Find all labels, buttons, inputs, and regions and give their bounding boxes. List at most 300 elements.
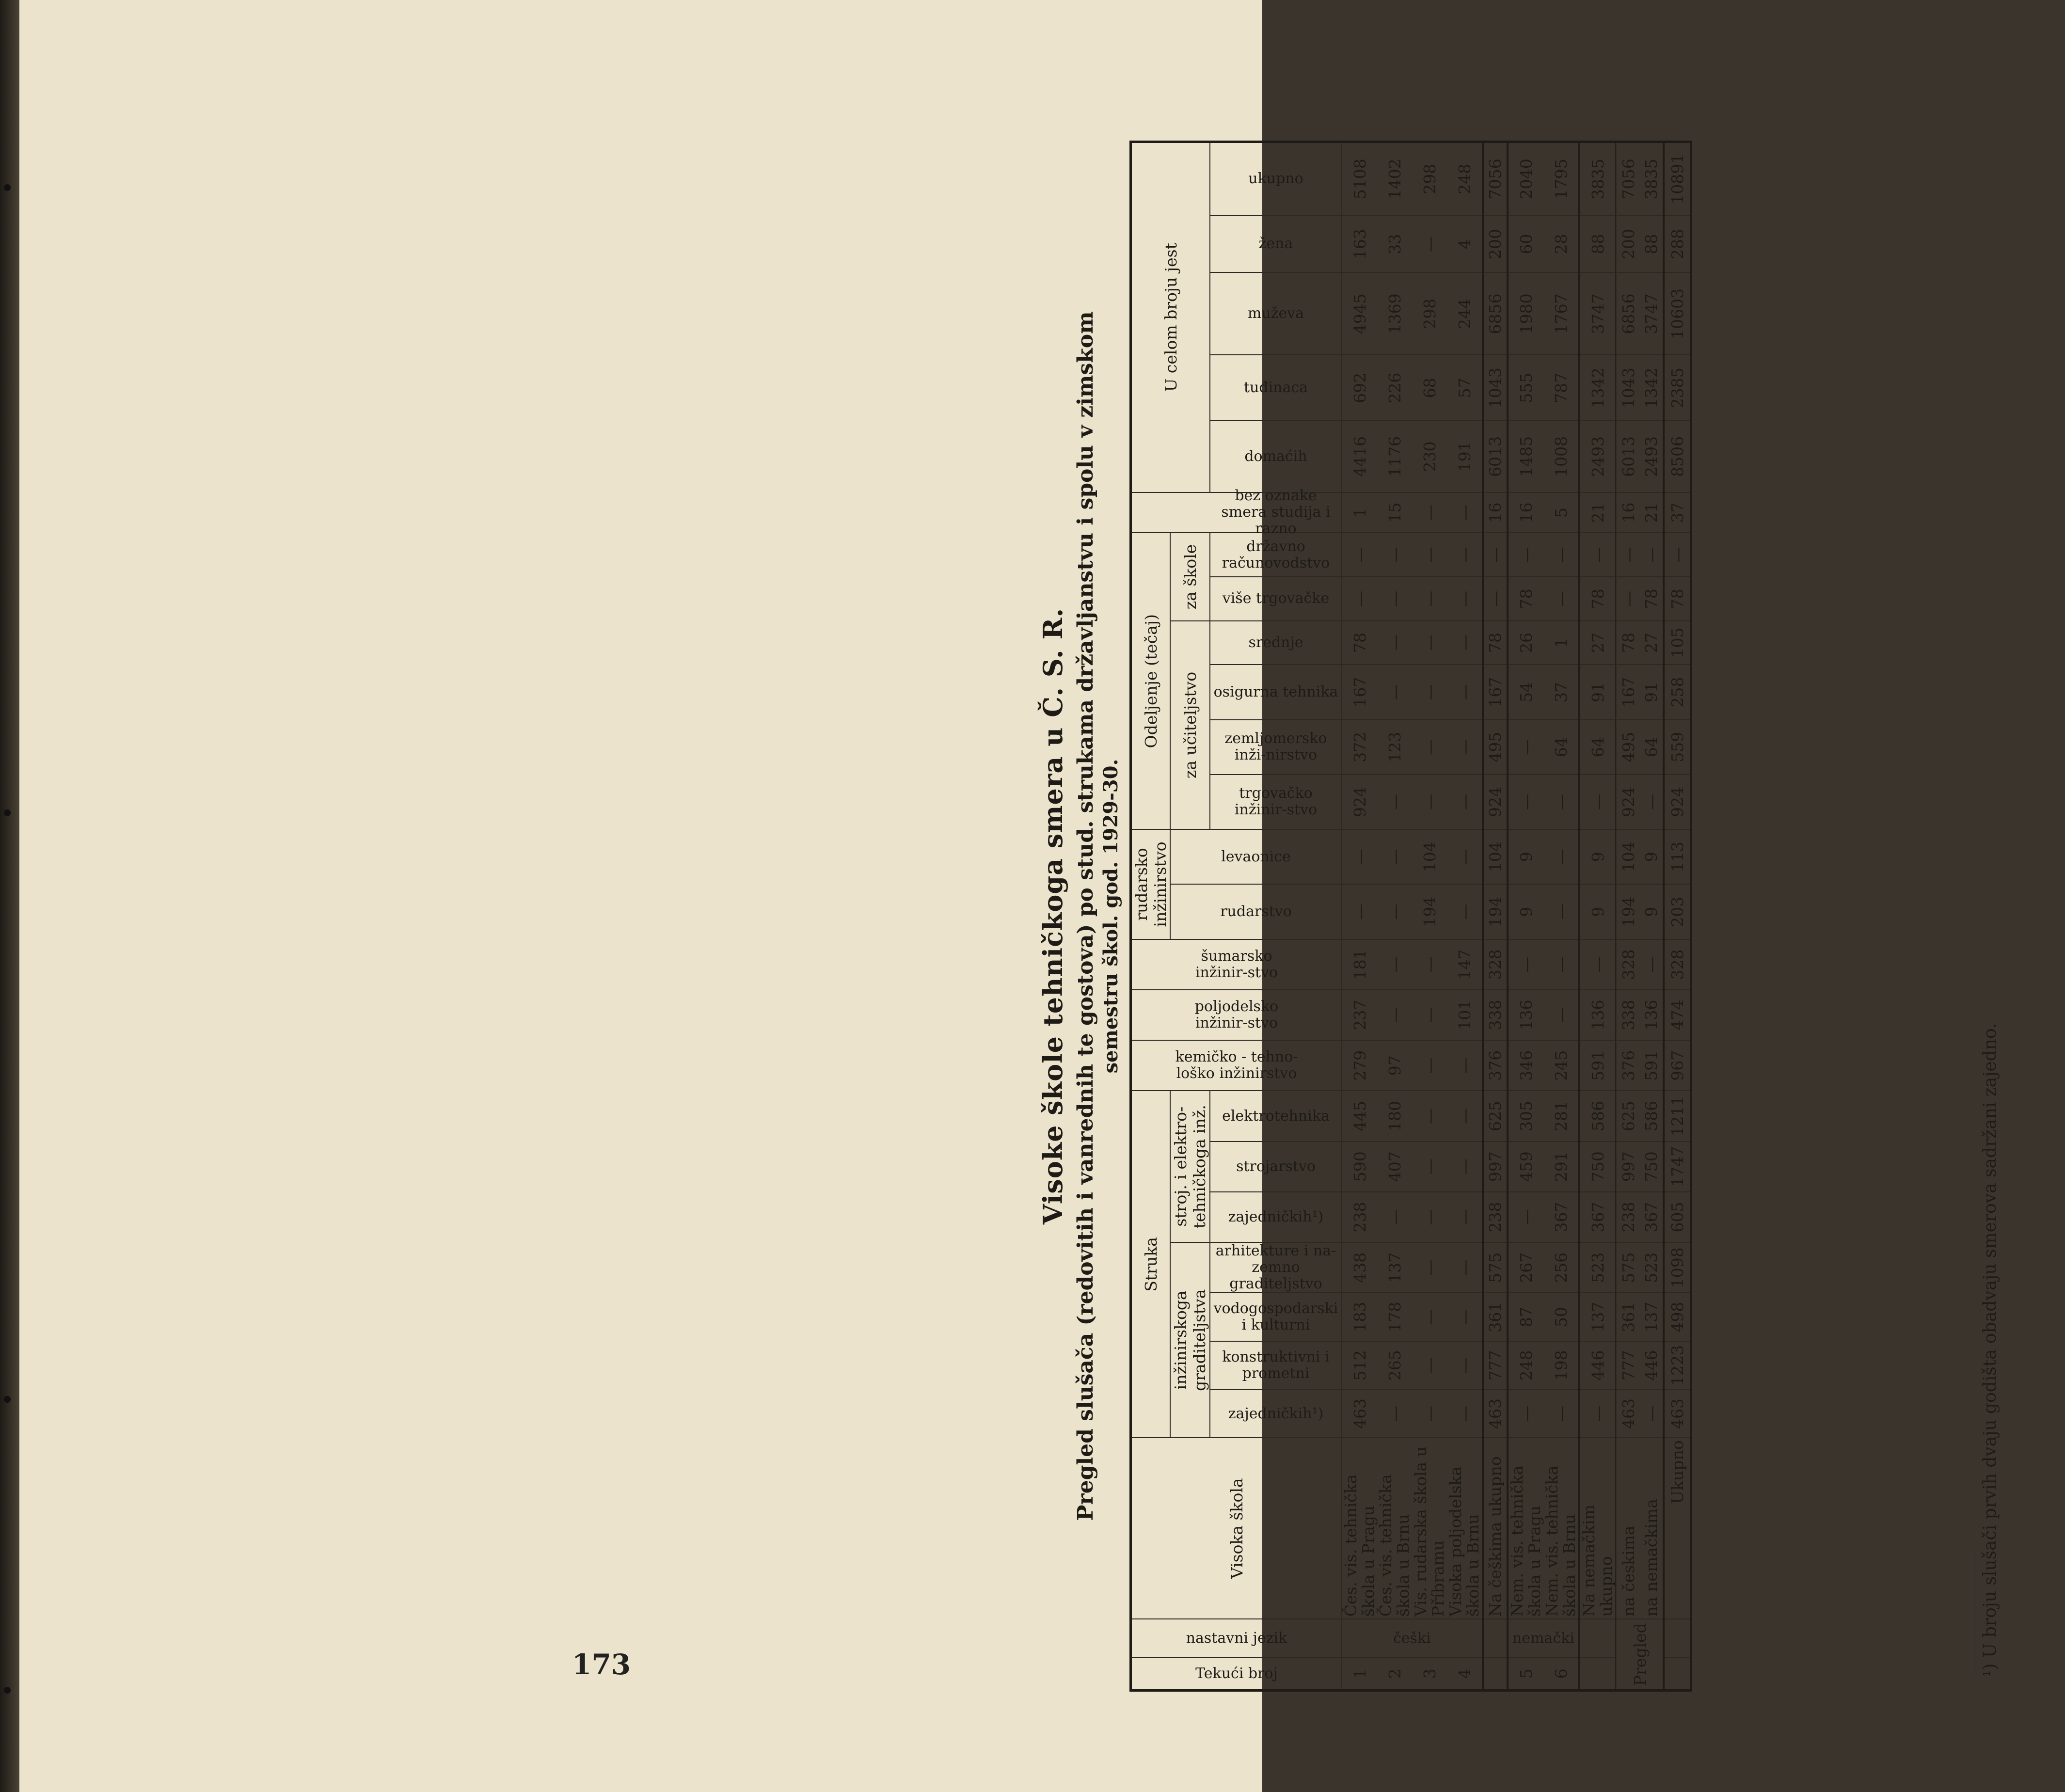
table-cell: 78 [1664,577,1691,621]
table-cell: — [1412,1091,1447,1141]
table-cell: 136 [1508,990,1543,1040]
language-empty [1483,1619,1508,1657]
table-cell: — [1447,775,1483,829]
table-cell: 57 [1447,355,1483,421]
table-cell: 64 [1640,720,1664,775]
table-cell: 5108 [1342,142,1377,216]
table-cell: 238 [1483,1192,1508,1242]
table-cell: — [1412,1390,1447,1438]
language-label: nemački [1508,1619,1579,1657]
table-cell: 463 [1616,1390,1640,1438]
table-cell: 361 [1616,1293,1640,1341]
table-row [1377,142,1412,1691]
table-cell: 6013 [1483,421,1508,492]
table-cell: 88 [1640,216,1664,273]
table-cell: 267 [1508,1242,1543,1293]
header-col-23: ukupno [1210,142,1342,216]
table-cell: 3747 [1640,272,1664,355]
table-cell: 78 [1483,621,1508,665]
table-cell: — [1447,1242,1483,1293]
table-cell: 2493 [1579,421,1616,492]
table-cell: 1223 [1664,1341,1691,1390]
table-cell: — [1447,1040,1483,1091]
table-cell: — [1640,775,1664,829]
table-cell: 997 [1483,1142,1508,1192]
table-cell: 498 [1664,1293,1691,1341]
table-cell: 376 [1483,1040,1508,1091]
table-cell: 338 [1483,990,1508,1040]
table-cell: — [1342,829,1377,884]
table-cell: 10603 [1664,272,1691,355]
binding-hole [4,809,11,816]
header-inzinirskoga: inžinirskoga graditeljstva [1170,1242,1210,1438]
table-cell: 6856 [1483,272,1508,355]
table-cell: 238 [1616,1192,1640,1242]
table-cell: — [1412,577,1447,621]
table-row [1579,142,1616,1691]
table-cell: 6013 [1616,421,1640,492]
header-col-6: elektrotehnika [1210,1091,1342,1141]
table-cell: 87 [1508,1293,1543,1341]
table-cell: 178 [1377,1293,1412,1341]
header-u-celom: U celom broju jest [1131,142,1210,492]
pregled-label: Pregled [1616,1619,1664,1690]
table-cell: 463 [1342,1390,1377,1438]
table-cell: 750 [1640,1142,1664,1192]
table-cell: 21 [1640,492,1664,533]
table-cell: — [1377,1390,1412,1438]
table-cell: — [1616,533,1640,577]
table-cell: 9 [1508,829,1543,884]
table-cell: 376 [1616,1040,1640,1091]
table-cell: 338 [1616,990,1640,1040]
row-number: 5 [1508,1658,1543,1691]
table-cell: 78 [1579,577,1616,621]
table-cell: 1 [1543,621,1579,665]
table-cell: 27 [1579,621,1616,665]
table-cell: — [1543,990,1579,1040]
table-cell: 136 [1579,990,1616,1040]
table-cell: 1369 [1377,272,1412,355]
table-cell: 777 [1616,1341,1640,1390]
table-cell: 16 [1616,492,1640,533]
table-cell: — [1483,533,1508,577]
table-cell: 328 [1664,939,1691,990]
page-subtitle-2: semestru škol. god. 1929-30. [1099,759,1122,1074]
header-rudarsko: rudarsko inžinirstvo [1131,829,1171,939]
table-cell: 183 [1342,1293,1377,1341]
table-cell: 298 [1412,272,1447,355]
table-cell: — [1412,720,1447,775]
table-cell: — [1342,533,1377,577]
table-cell: 104 [1616,829,1640,884]
table-cell: 512 [1342,1341,1377,1390]
table-cell: 1 [1342,492,1377,533]
table-cell: 605 [1664,1192,1691,1242]
table-cell: 346 [1508,1040,1543,1091]
table-cell: — [1447,665,1483,719]
table-cell: 924 [1616,775,1640,829]
table-cell: 230 [1412,421,1447,492]
table-cell: — [1447,1341,1483,1390]
school-name: Čes. vis. tehnička škola u Brnu [1377,1438,1412,1619]
table-cell: 26 [1508,621,1543,665]
row-number: 1 [1342,1658,1377,1691]
binding-hole [4,1396,11,1403]
table-cell: 305 [1508,1091,1543,1141]
table-cell: 15 [1377,492,1412,533]
table-row [1543,142,1579,1691]
table-cell: 33 [1377,216,1412,273]
table-cell: — [1447,720,1483,775]
table-cell: — [1377,1192,1412,1242]
table-cell: 591 [1579,1040,1616,1091]
table-cell: 446 [1640,1341,1664,1390]
page-number: 173 [572,1648,631,1681]
total-row [1664,142,1691,1691]
row-number: 6 [1543,1658,1579,1691]
table-cell: 27 [1640,621,1664,665]
table-cell: 9 [1640,884,1664,939]
table-cell: — [1447,621,1483,665]
table-cell: 64 [1543,720,1579,775]
table-cell: 1747 [1664,1142,1691,1192]
table-cell: — [1412,1341,1447,1390]
school-name: Na nemačkim ukupno [1579,1438,1616,1619]
table-cell: — [1447,1293,1483,1341]
footnote-rule [1975,1551,1976,1677]
header-spacer [1131,492,1210,533]
table-cell: 997 [1616,1142,1640,1192]
table-cell: — [1640,1390,1664,1438]
table-cell: 1098 [1664,1242,1691,1293]
table-cell: 248 [1447,142,1483,216]
table-cell: 279 [1342,1040,1377,1091]
table-cell: 523 [1640,1242,1664,1293]
table-cell: 1211 [1664,1091,1691,1141]
table-cell: 50 [1543,1293,1579,1341]
table-cell: — [1543,1390,1579,1438]
table-cell: 147 [1447,939,1483,990]
table-row [1483,142,1508,1691]
table-cell: 245 [1543,1040,1579,1091]
table-cell: 97 [1377,1040,1412,1091]
table-cell: — [1447,1091,1483,1141]
table-cell: 474 [1664,990,1691,1040]
table-cell: — [1447,1192,1483,1242]
header-col-15: srednje [1210,621,1342,665]
table-cell: 361 [1483,1293,1508,1341]
table-cell: 328 [1483,939,1508,990]
table-body [1342,142,1691,1691]
table-cell: — [1412,775,1447,829]
table-cell: — [1579,533,1616,577]
table-cell: — [1543,577,1579,621]
table-cell: 1795 [1543,142,1579,216]
table-cell: 238 [1342,1192,1377,1242]
table-cell: — [1377,884,1412,939]
total-label: Ukupno [1664,1438,1691,1619]
table-cell: 591 [1640,1040,1664,1091]
page-title: Visoke škole tehničkoga smera u Č. S. R. [1037,607,1068,1225]
table-cell: 967 [1664,1040,1691,1091]
table-cell: 28 [1543,216,1579,273]
header-col-11: levaonice [1170,829,1342,884]
table-cell: — [1412,492,1447,533]
table-cell: 495 [1616,720,1640,775]
table-cell: 167 [1483,665,1508,719]
table-cell: 924 [1342,775,1377,829]
table-cell: 692 [1342,355,1377,421]
row-number [1579,1658,1616,1691]
table-cell: — [1508,533,1543,577]
table-cell: 181 [1342,939,1377,990]
table-cell: 2040 [1508,142,1543,216]
table-cell: 54 [1508,665,1543,719]
language-label: češki [1342,1619,1483,1657]
table-cell: 137 [1579,1293,1616,1341]
table-cell: — [1377,829,1412,884]
language-empty [1579,1619,1616,1657]
table-cell: 8506 [1664,421,1691,492]
table-cell: — [1616,577,1640,621]
table-cell: — [1412,216,1447,273]
header-stroj: stroj. i elektro-tehničkoga inž. [1170,1091,1210,1242]
table-cell: 575 [1483,1242,1508,1293]
table-cell: — [1377,990,1412,1040]
table-cell: — [1342,884,1377,939]
header-col-18: bez oznake smera studija i razno [1210,492,1342,533]
table-cell: 459 [1508,1142,1543,1192]
table-cell: — [1508,1192,1543,1242]
table-cell: 367 [1579,1192,1616,1242]
table-cell: — [1447,1390,1483,1438]
header-tekuci-broj: Tekući broj [1131,1658,1342,1691]
table-row [1447,142,1483,1691]
table-cell: 191 [1447,421,1483,492]
table-row [1616,142,1640,1691]
school-name: Čes. vis. tehnička škola u Pragu [1342,1438,1377,1619]
table-cell: 575 [1616,1242,1640,1293]
table-row [1412,142,1447,1691]
table-cell: 78 [1640,577,1664,621]
table-cell: 2493 [1640,421,1664,492]
table-cell: 3835 [1640,142,1664,216]
table-cell: 4945 [1342,272,1377,355]
school-name: Vis. rudarska škola u Příbramu [1412,1438,1447,1619]
table-cell: — [1377,665,1412,719]
table-row [1508,142,1543,1691]
school-name: Visoka poljodelska škola u Brnu [1447,1438,1483,1619]
header-col-8: poljodelsko inžinir-stvo [1131,990,1342,1040]
table-cell: 3747 [1579,272,1616,355]
table-cell: 463 [1483,1390,1508,1438]
table-cell: 64 [1579,720,1616,775]
table-cell: 137 [1640,1293,1664,1341]
table-cell: 180 [1377,1091,1412,1141]
table-cell: — [1508,775,1543,829]
binding-hole [4,1687,11,1694]
table-cell: 555 [1508,355,1543,421]
table-cell: — [1377,775,1412,829]
table-cell: 298 [1412,142,1447,216]
rotated-content [1037,141,2065,1692]
table-cell: 446 [1579,1341,1616,1390]
table-cell: — [1412,1192,1447,1242]
table-cell: — [1543,775,1579,829]
table-cell: — [1412,533,1447,577]
table-cell: 256 [1543,1242,1579,1293]
table-cell: 265 [1377,1341,1412,1390]
table-cell: 367 [1543,1192,1579,1242]
table-cell: 291 [1543,1142,1579,1192]
table-cell: 4 [1447,216,1483,273]
header-za-skole: za škole [1170,533,1210,620]
table-cell: — [1412,1040,1447,1091]
table-cell: 590 [1342,1142,1377,1192]
table-cell: 78 [1342,621,1377,665]
table-cell: 101 [1447,990,1483,1040]
table-cell: 237 [1342,990,1377,1040]
table-cell: — [1412,1293,1447,1341]
table-cell: — [1447,884,1483,939]
header-col-1: konstruktivni i prometni [1210,1341,1342,1390]
header-col-12: trgovačko inžinir-stvo [1210,775,1342,829]
table-cell: 60 [1508,216,1543,273]
table-cell: 78 [1508,577,1543,621]
table-cell: 1342 [1579,355,1616,421]
table-cell: 203 [1664,884,1691,939]
table-cell: — [1377,939,1412,990]
table-cell: 438 [1342,1242,1377,1293]
table-cell: 750 [1579,1142,1616,1192]
table-cell: 1043 [1483,355,1508,421]
table-cell: 136 [1640,990,1664,1040]
school-name: na nemačkima [1640,1438,1664,1619]
row-number [1664,1658,1691,1691]
table-cell: 2385 [1664,355,1691,421]
table-cell: 523 [1579,1242,1616,1293]
table-cell: 198 [1543,1341,1579,1390]
table-cell: — [1543,939,1579,990]
table-cell: 163 [1342,216,1377,273]
table-cell: 113 [1664,829,1691,884]
table-cell: 37 [1543,665,1579,719]
header-col-0: zajedničkih¹) [1210,1390,1342,1438]
school-name: Nem. vis. tehnička škola u Pragu [1508,1438,1543,1619]
table-cell: 1176 [1377,421,1412,492]
table-cell: — [1377,621,1412,665]
table-cell: 6856 [1616,272,1640,355]
header-col-14: osigurna tehnika [1210,665,1342,719]
table-cell: — [1412,1142,1447,1192]
table-cell: — [1412,665,1447,719]
table-cell: 226 [1377,355,1412,421]
table-cell: 104 [1483,829,1508,884]
header-nastavni-jezik: nastavni jezik [1131,1619,1342,1657]
table-cell: 463 [1664,1390,1691,1438]
footnote: ¹) U broju slušači prvih dvaju godišta obadvaju smerova sadržani zajedno. [1980,1023,2000,1677]
header-visoka-skola: Visoka škola [1131,1438,1342,1619]
table-cell: 16 [1508,492,1543,533]
table-cell: 7056 [1483,142,1508,216]
table-cell: 787 [1543,355,1579,421]
table-cell: 1402 [1377,142,1412,216]
table-cell: — [1447,1142,1483,1192]
table-cell: 248 [1508,1341,1543,1390]
table-cell: — [1377,577,1412,621]
table-cell: 372 [1342,720,1377,775]
table-cell: — [1412,990,1447,1040]
table-cell: 9 [1640,829,1664,884]
table-cell: 5 [1543,492,1579,533]
row-number: 4 [1447,1658,1483,1691]
header-col-10: rudarstvo [1170,884,1342,939]
table-cell: 9 [1579,829,1616,884]
header-col-5: strojarstvo [1210,1142,1342,1192]
table-cell: 1980 [1508,272,1543,355]
table-cell: — [1640,939,1664,990]
table-cell: 1485 [1508,421,1543,492]
header-col-21: muževa [1210,272,1342,355]
header-col-19: domaćih [1210,421,1342,492]
table-cell: 123 [1377,720,1412,775]
table-cell: 167 [1342,665,1377,719]
table-cell: 1342 [1640,355,1664,421]
page-subtitle: Pregled slušača (redovitih i vanrednih te gostova) po stud. strukama državljanstvu i spolu v zimskom [1073,311,1098,1521]
header-col-16: više trgovačke [1210,577,1342,621]
table-cell: 3835 [1579,142,1616,216]
table-cell: 194 [1483,884,1508,939]
table-cell: 21 [1579,492,1616,533]
table-cell: — [1447,829,1483,884]
language-empty [1664,1619,1691,1657]
table-cell: 91 [1640,665,1664,719]
table-cell: 445 [1342,1091,1377,1141]
table-cell: — [1664,533,1691,577]
table-cell: 9 [1508,884,1543,939]
table-cell: 924 [1483,775,1508,829]
row-number [1483,1658,1508,1691]
table-cell: 1043 [1616,355,1640,421]
table-cell: 625 [1616,1091,1640,1141]
table-cell: 586 [1579,1091,1616,1141]
table-cell: — [1579,775,1616,829]
table-cell: 288 [1664,216,1691,273]
table-cell: — [1579,1390,1616,1438]
header-col-7: kemičko - tehno-loško inžinirstvo [1131,1040,1342,1091]
table-cell: — [1412,621,1447,665]
table-cell: 1008 [1543,421,1579,492]
table-cell: 1767 [1543,272,1579,355]
table-cell: — [1483,577,1508,621]
table-cell: — [1342,577,1377,621]
table-cell: 4416 [1342,421,1377,492]
table-cell: 137 [1377,1242,1412,1293]
table-cell: — [1377,533,1412,577]
table-cell: 281 [1543,1091,1579,1141]
table-cell: 37 [1664,492,1691,533]
table-cell: 104 [1412,829,1447,884]
header-struka: Struka [1131,1091,1171,1438]
table-cell: 244 [1447,272,1483,355]
table-cell: 194 [1616,884,1640,939]
table-cell: 258 [1664,665,1691,719]
header-col-22: žena [1210,216,1342,273]
header-col-17: državno računovodstvo [1210,533,1342,577]
table-cell: 9 [1579,884,1616,939]
table-cell: — [1447,492,1483,533]
